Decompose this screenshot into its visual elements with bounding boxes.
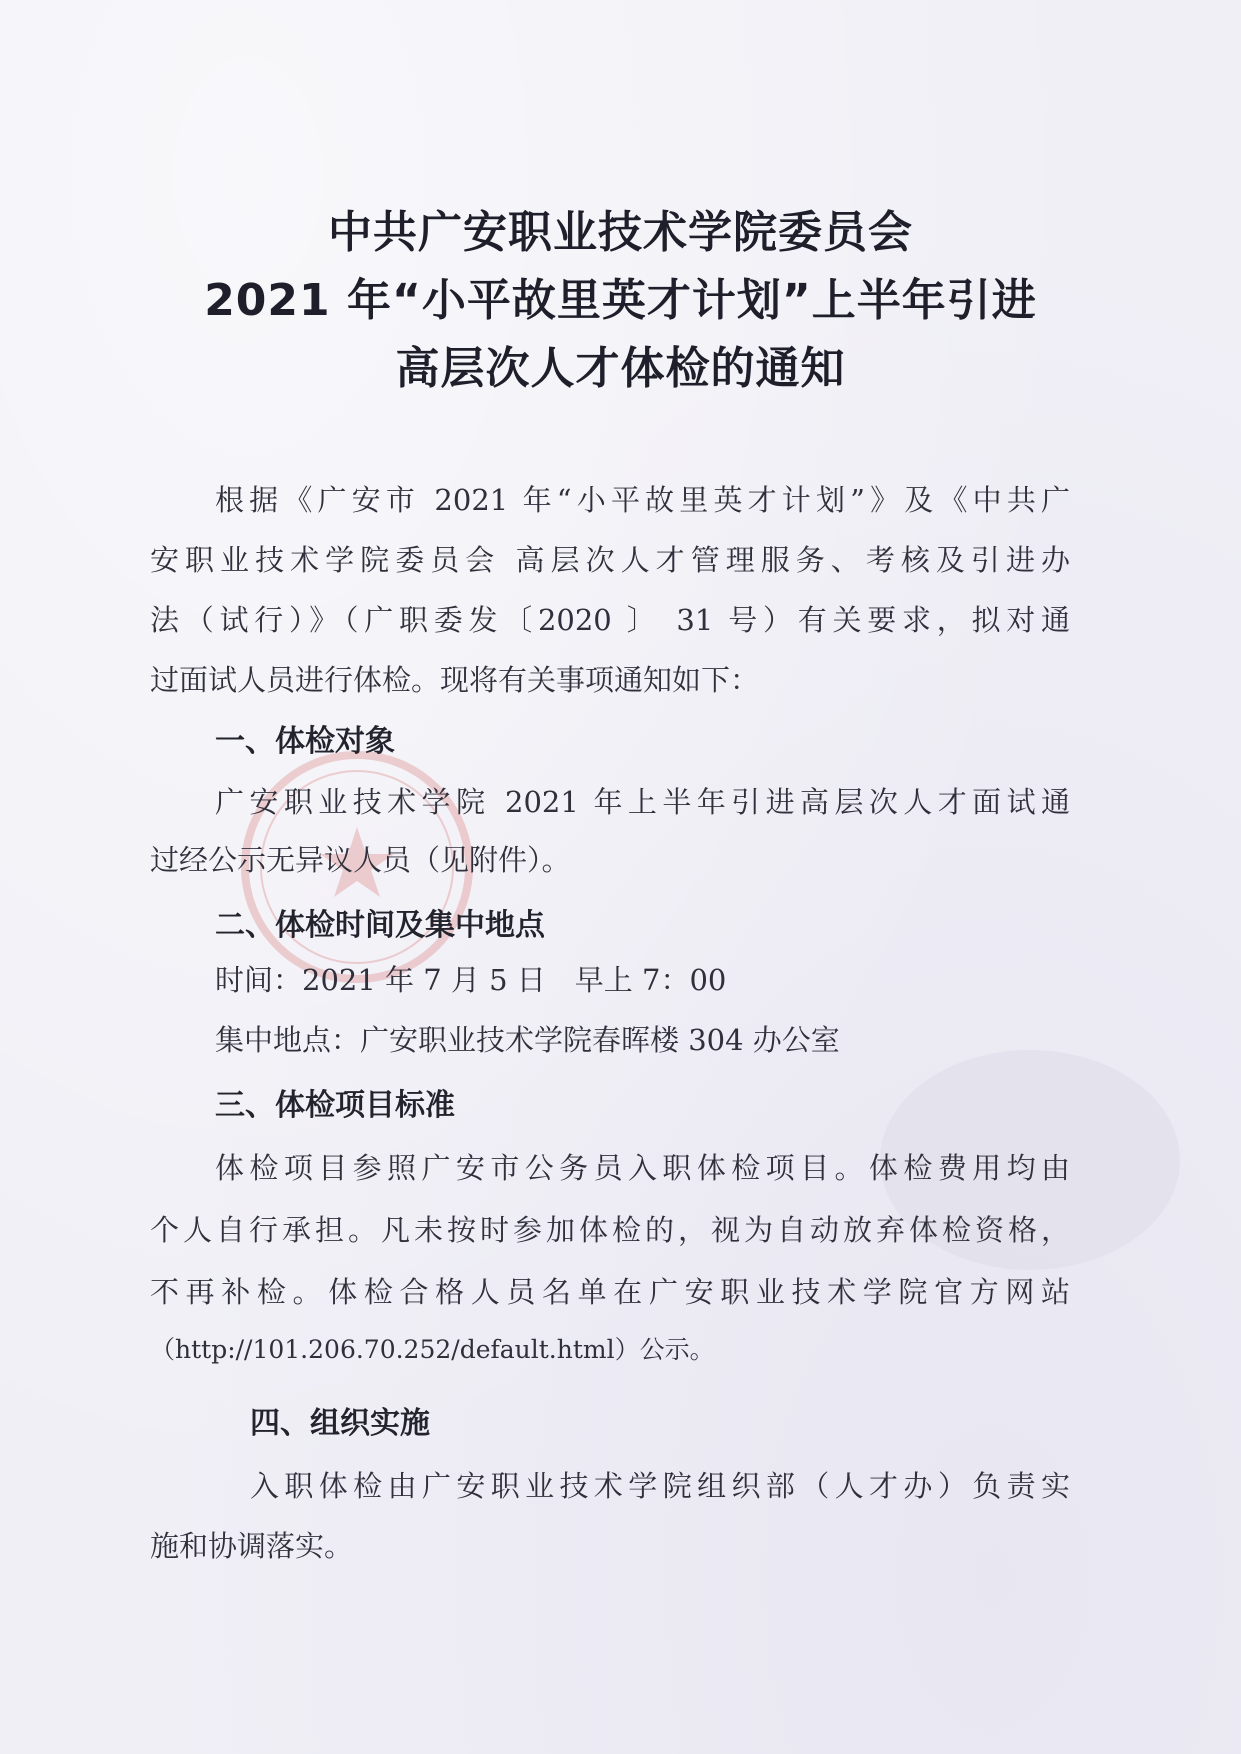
intro-line-1: 根据《广安市 2021 年“小平故里英才计划”》及《中共广 (215, 483, 1070, 517)
section-3-line-4: （http://101.206.70.252/default.html）公示。 (150, 1335, 715, 1364)
intro-line-3: 法（试行）》（广职委发〔2020 〕 31 号）有关要求，拟对通 (150, 603, 1070, 637)
exam-time: 时间：2021 年 7 月 5 日 早上 7：00 (215, 963, 727, 997)
section-3-line-2: 个人自行承担。凡未按时参加体检的，视为自动放弃体检资格， (150, 1213, 1070, 1247)
section-4-heading: 四、组织实施 (250, 1406, 430, 1441)
gathering-place: 集中地点：广安职业技术学院春晖楼 304 办公室 (215, 1023, 840, 1057)
document-title-line-3: 高层次人才体检的通知 (395, 343, 846, 394)
section-1-line-2: 过经公示无异议人员（见附件）。 (150, 843, 571, 877)
section-3-heading: 三、体检项目标准 (215, 1088, 455, 1123)
section-2-heading: 二、体检时间及集中地点 (215, 908, 545, 943)
section-3-line-3: 不再补检。体检合格人员名单在广安职业技术学院官方网站 (150, 1275, 1070, 1309)
section-1-heading: 一、体检对象 (215, 724, 395, 759)
document-title-line-1: 中共广安职业技术学院委员会 (328, 207, 913, 258)
document-title-line-2: 2021 年“小平故里英才计划”上半年引进 (204, 275, 1037, 326)
section-1-line-1: 广安职业技术学院 2021 年上半年引进高层次人才面试通 (215, 785, 1070, 819)
section-4-line-2: 施和协调落实。 (150, 1529, 354, 1563)
section-3-line-1: 体检项目参照广安市公务员入职体检项目。体检费用均由 (215, 1151, 1070, 1185)
intro-line-4: 过面试人员进行体检。现将有关事项通知如下： (150, 663, 760, 697)
intro-line-2: 安职业技术学院委员会 高层次人才管理服务、考核及引进办 (150, 543, 1070, 577)
section-4-line-1: 入职体检由广安职业技术学院组织部（人才办）负责实 (250, 1469, 1070, 1503)
